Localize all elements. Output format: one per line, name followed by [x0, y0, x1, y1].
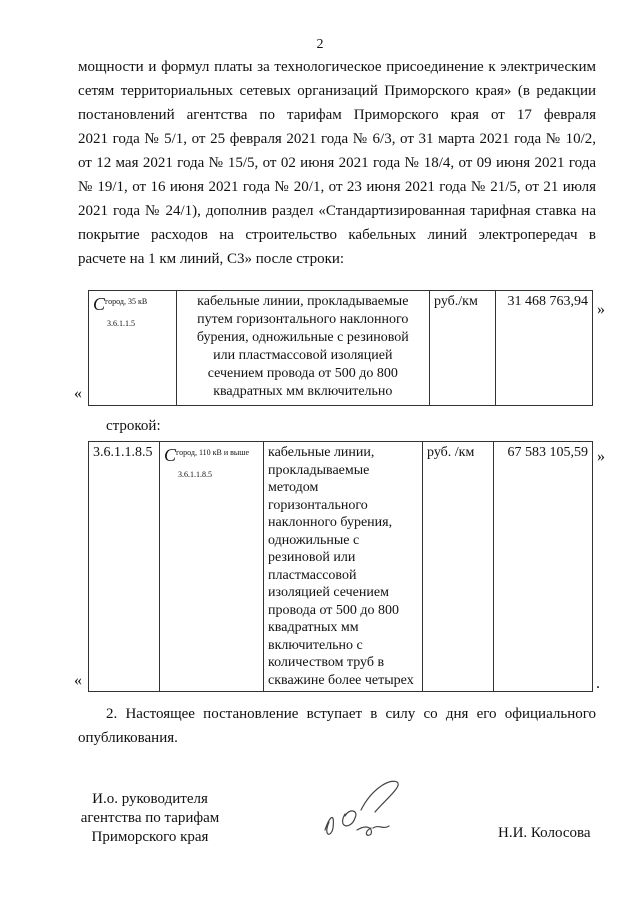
tariff-symbol: C [164, 445, 177, 465]
symbol-cell [160, 442, 264, 692]
text-line: постановлений агентства по тарифам Приморского края от 17 февраля [78, 107, 596, 123]
text-line: мощности и формул платы за технологическое присоединение к электрическим [78, 59, 596, 75]
value-cell: 67 583 105,59 [494, 442, 593, 692]
description-line: скважине более четырех [268, 672, 414, 688]
table-row [89, 442, 593, 692]
tariff-symbol-superscript: город, 35 кВ [105, 297, 148, 306]
intro-paragraph [78, 55, 596, 271]
description-line: путем горизонтального наклонного [197, 312, 409, 327]
description-line: количеством труб в [268, 655, 385, 670]
text-line: 2. Настоящее постановление вступает в силу со дня его официального [106, 706, 596, 722]
text-line: № 19/1, от 16 июня 2021 года № 20/1, от 23 июня 2021 года № 21/5, от 21 июля [78, 179, 596, 195]
description-line: пластмассовой [268, 567, 357, 583]
description-line: одножильные с [268, 532, 360, 548]
description-cell [264, 442, 423, 692]
description-line: кабельные линии, [268, 445, 375, 460]
tariff-table-new [88, 441, 593, 692]
signatory-title-line: И.о. руководителя [92, 791, 208, 807]
page-number: 2 [316, 37, 324, 52]
description-line: бурения, одножильные с резиновой [196, 330, 409, 345]
open-quote: « [74, 385, 82, 402]
description-cell [176, 291, 429, 406]
description-line: прокладываемые [268, 462, 370, 478]
description-line: методом [268, 480, 319, 495]
text-line: сетям территориальных сетевых организаций Приморского края» (в редакции [78, 83, 596, 99]
tariff-symbol: C [93, 294, 106, 314]
tariff-symbol-superscript: город, 110 кВ и выше [176, 448, 250, 457]
unit-cell: руб. /км [423, 442, 494, 692]
text-line: 2021 года № 24/1), дополнив раздел «Стандартизированная тарифная ставка на [78, 203, 596, 219]
code-cell: 3.6.1.1.8.5 [89, 442, 160, 692]
table-row [89, 291, 593, 406]
signatory-title [70, 790, 230, 847]
signatory-title-line: агентства по тарифам [80, 810, 220, 826]
open-quote: « [74, 672, 82, 689]
tariff-symbol-subscript: 3.6.1.1.5 [107, 319, 135, 328]
description-line: или пластмассовой изоляцией [213, 348, 393, 363]
trailing-period: . [596, 675, 600, 692]
description-line: кабельные линии, прокладываемые [197, 294, 409, 309]
handwritten-signature [315, 770, 410, 845]
description-line: квадратных мм включительно [213, 384, 393, 399]
description-line: сечением провода от 500 до 800 [207, 366, 398, 381]
replace-label: строкой: [106, 418, 161, 434]
signatory-name: Н.И. Колосова [498, 825, 591, 841]
tariff-table-existing [88, 290, 593, 406]
signatory-title-line: Приморского края [91, 829, 209, 845]
text-line: опубликования. [78, 730, 178, 746]
text-line: от 12 мая 2021 года № 15/5, от 02 июня 2021 года № 18/4, от 09 июня 2021 года [78, 155, 596, 171]
symbol-cell [89, 291, 177, 406]
description-line: изоляцией сечением [268, 585, 389, 600]
unit-cell: руб./км [430, 291, 496, 406]
tariff-symbol-subscript: 3.6.1.1.8.5 [178, 470, 212, 479]
text-line: покрытие расходов на строительство кабельных линий электропередач в [78, 227, 596, 243]
description-line: резиновой или [268, 550, 356, 565]
close-quote: » [597, 448, 605, 465]
description-line: горизонтального [268, 497, 368, 513]
description-line: квадратных мм [268, 620, 359, 635]
text-line: 2021 года № 5/1, от 25 февраля 2021 года № 6/3, от 31 марта 2021 года № 10/2, [78, 131, 596, 147]
text-line: расчете на 1 км линий, С3» после строки: [78, 251, 345, 267]
description-line: провода от 500 до 800 [268, 602, 399, 618]
close-quote: » [597, 301, 605, 318]
description-line: включительно с [268, 637, 363, 653]
value-cell: 31 468 763,94 [495, 291, 592, 406]
description-line: наклонного бурения, [268, 515, 393, 530]
closing-paragraph [78, 702, 596, 750]
